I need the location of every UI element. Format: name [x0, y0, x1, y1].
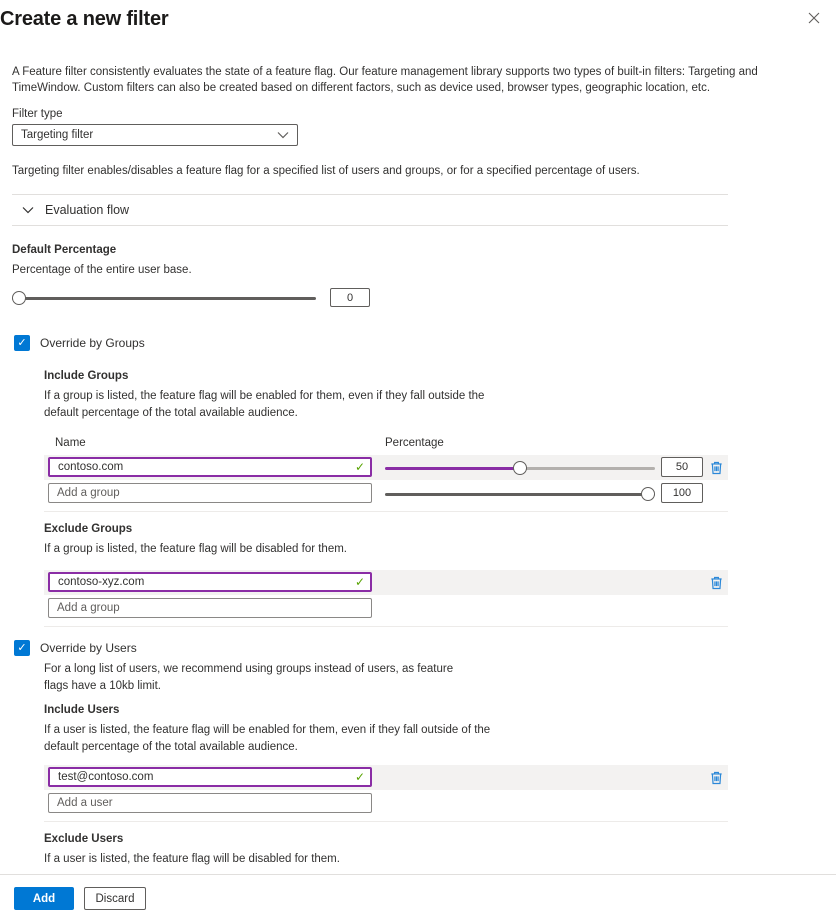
user-name-input[interactable]: [48, 767, 372, 787]
default-percentage-heading: Default Percentage: [12, 244, 117, 257]
trash-icon: [709, 770, 724, 786]
include-user-row: [44, 765, 728, 790]
page-title: Create a new filter: [0, 8, 169, 30]
trash-icon: [709, 575, 724, 591]
add-group-input[interactable]: [48, 598, 372, 618]
evaluation-flow-label: Evaluation flow: [45, 203, 130, 218]
add-group-row: [44, 481, 728, 506]
group-percentage-input[interactable]: [661, 457, 703, 477]
footer: [0, 874, 836, 919]
group-name-input[interactable]: [48, 457, 372, 477]
slider-thumb[interactable]: [513, 461, 527, 475]
include-group-row: [44, 455, 728, 480]
new-group-percentage-input[interactable]: [661, 483, 703, 503]
exclude-users-heading: Exclude Users: [44, 832, 124, 845]
default-percentage-description: Percentage of the entire user base.: [12, 264, 192, 277]
include-users-description: If a user is listed, the feature flag will be enabled for them, even if they fall outside of the default percentage of the total available audience.: [44, 724, 491, 753]
default-percentage-input[interactable]: [330, 288, 370, 307]
add-user-input[interactable]: [48, 793, 372, 813]
exclude-groups-heading: Exclude Groups: [44, 523, 133, 536]
valid-check-icon: ✓: [354, 769, 365, 784]
chevron-down-icon: [277, 131, 289, 139]
percentage-column-header: Percentage: [385, 437, 444, 450]
chevron-down-icon: [22, 206, 34, 214]
group-name-input[interactable]: [48, 572, 372, 592]
default-percentage-slider[interactable]: [12, 291, 316, 305]
override-by-users-checkbox[interactable]: ✓: [14, 640, 30, 656]
slider-thumb[interactable]: [641, 487, 655, 501]
slider-track[interactable]: [12, 297, 316, 300]
filter-type-label: Filter type: [12, 108, 63, 121]
override-by-users-label: Override by Users: [40, 640, 137, 655]
add-group-input[interactable]: [48, 483, 372, 503]
new-group-percentage-slider[interactable]: [385, 487, 655, 501]
include-groups-description: If a group is listed, the feature flag will be enabled for them, even if they fall outside the default percentage of the total available audience.: [44, 389, 485, 419]
override-by-groups-label: Override by Groups: [40, 335, 145, 350]
filter-type-selected: Targeting filter: [21, 129, 94, 142]
close-icon[interactable]: [806, 10, 822, 26]
add-button[interactable]: Add: [14, 887, 74, 910]
delete-row-button[interactable]: [707, 574, 725, 592]
group-percentage-slider[interactable]: [385, 461, 655, 475]
exclude-groups-description: If a group is listed, the feature flag will be disabled for them.: [44, 543, 347, 556]
divider: [12, 225, 728, 226]
targeting-description: Targeting filter enables/disables a feature flag for a specified list of users and groups, or for a specified percentage of users.: [12, 165, 640, 178]
valid-check-icon: ✓: [354, 460, 365, 475]
name-column-header: Name: [55, 437, 86, 450]
delete-row-button[interactable]: [707, 459, 725, 477]
override-by-groups-checkbox[interactable]: ✓: [14, 335, 30, 351]
evaluation-flow-expander[interactable]: [12, 195, 728, 225]
add-user-row: [44, 791, 728, 816]
exclude-group-row: [44, 570, 728, 595]
slider-thumb[interactable]: [12, 291, 26, 305]
discard-button[interactable]: Discard: [84, 887, 146, 910]
divider: [44, 821, 728, 822]
valid-check-icon: ✓: [354, 574, 365, 589]
include-groups-heading: Include Groups: [44, 369, 129, 382]
include-groups-column-headers: [44, 437, 728, 452]
intro-description: A Feature filter consistently evaluates the state of a feature flag. Our feature management library supports two types of built-in filters: Targeting and TimeWindow. Custom filters can also be created based on different factors, such as device used, browser types, geographic location, etc.: [12, 66, 758, 95]
include-users-heading: Include Users: [44, 704, 120, 717]
filter-type-dropdown[interactable]: [12, 124, 298, 146]
slider-track[interactable]: [385, 493, 655, 496]
trash-icon: [709, 460, 724, 476]
override-users-description: For a long list of users, we recommend using groups instead of users, as feature flags have a 10kb limit.: [44, 662, 454, 692]
exclude-users-description: If a user is listed, the feature flag will be disabled for them.: [44, 852, 340, 865]
divider: [44, 626, 728, 627]
add-group-row: [44, 596, 728, 621]
divider: [44, 511, 728, 512]
delete-row-button[interactable]: [707, 769, 725, 787]
